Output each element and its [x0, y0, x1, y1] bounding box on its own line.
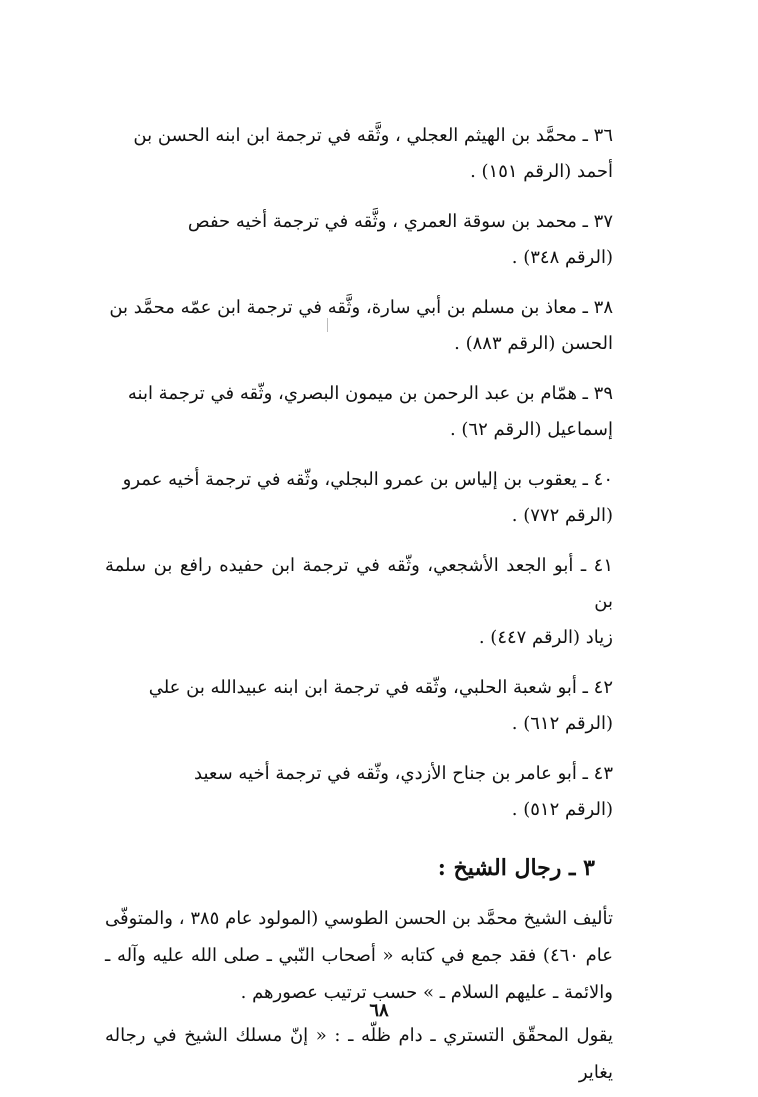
- entry-37: [105, 204, 613, 276]
- page-number: ٦٨: [369, 1000, 389, 1021]
- section-paragraph-continued: يقول المحقّق التستري ـ دام ظلّه ـ : « إنّ مسلك الشيخ في رجاله يغاير: [105, 1025, 613, 1083]
- entry-reference: (الرقم ٥١٢) .: [511, 799, 613, 820]
- entry-reference: أحمد (الرقم ١٥١) .: [470, 161, 613, 182]
- entry-text: ٤٣ ـ أبو عامر بن جناح الأزدي، وثّقه في ترجمة أخيه سعيد: [194, 763, 613, 784]
- entry-text: ٣٨ ـ معاذ بن مسلم بن أبي سارة، وثَّقه في ترجمة ابن عمّه محمَّد بن: [109, 297, 613, 318]
- section-heading: ٣ ـ رجال الشيخ :: [437, 855, 595, 881]
- entry-reference: (الرقم ٣٤٨) .: [511, 247, 613, 268]
- entry-reference: إسماعيل (الرقم ٦٢) .: [449, 419, 613, 440]
- entry-38: [105, 290, 613, 362]
- entry-40: [105, 462, 613, 534]
- entry-reference: زياد (الرقم ٤٤٧) .: [478, 627, 613, 648]
- entry-42: [105, 670, 613, 742]
- entry-39: [105, 376, 613, 448]
- entry-text: ٣٩ ـ همّام بن عبد الرحمن بن ميمون البصري، وثّقه في ترجمة ابنه: [127, 383, 613, 404]
- entry-text: ٣٦ ـ محمَّد بن الهيثم العجلي ، وثَّقه في ترجمة ابن ابنه الحسن بن: [133, 125, 613, 146]
- entry-43: [105, 756, 613, 828]
- page-body: [105, 118, 613, 1097]
- entry-text: ٣٧ ـ محمد بن سوقة العمري ، وثَّقه في ترجمة أخيه حفص: [187, 211, 613, 232]
- entry-reference: الحسن (الرقم ٨٨٣) .: [454, 333, 613, 354]
- entry-text: ٤٢ ـ أبو شعبة الحلبي، وثّقه في ترجمة ابن ابنه عبيدالله بن علي: [148, 677, 613, 698]
- entry-text: ٤١ ـ أبو الجعد الأشجعي، وثّقه في ترجمة ابن حفيده رافع بن سلمة بن: [105, 555, 613, 612]
- section-paragraph: تأليف الشيخ محمَّد بن الحسن الطوسي (المولود عام ٣٨٥ ، والمتوفّى عام ٤٦٠) فقد جمع في كتابه « أصحاب النّبي ـ صلى الله عليه وآله ـ والائمة ـ عليهم السلام ـ » حسب ترتيب عصورهم .: [105, 908, 614, 1003]
- entry-reference: (الرقم ٦١٢) .: [511, 713, 613, 734]
- entry-36: [105, 118, 613, 190]
- entry-41: [105, 548, 613, 656]
- print-mark: [327, 318, 328, 332]
- entry-text: ٤٠ ـ يعقوب بن إلياس بن عمرو البجلي، وثّقه في ترجمة أخيه عمرو: [122, 469, 613, 490]
- entry-reference: (الرقم ٧٧٢) .: [511, 505, 613, 526]
